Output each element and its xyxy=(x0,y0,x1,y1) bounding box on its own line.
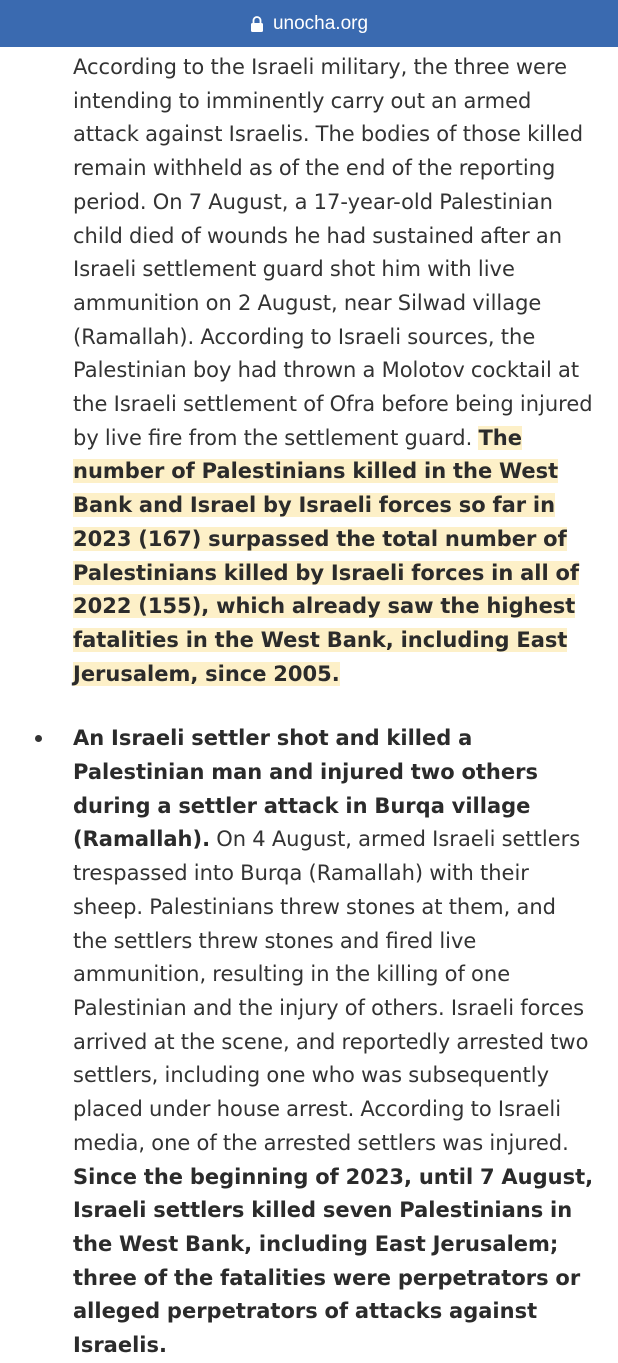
highlighted-statement: The number of Palestinians killed in the West Bank and Israel by Israeli forces so far in 2023 (167) surpassed the total number of Palestinians killed by Israeli forces in all of 2022 (155), which already saw the highest fatalities in the West Bank, including East Jerusalem, since 2005. xyxy=(73,425,580,686)
url-text: unocha.org xyxy=(272,12,369,34)
paragraph-text: According to the Israeli military, the three were intending to imminently carry out an armed attack against Israelis. The bodies of those killed remain withheld as of the end of the reporting period. On 7 August, a 17-year-old Palestinian child died of wounds he had sustained after an Israeli settlement guard shot him with live ammunition on 2 August, near Silwad village (Ramallah). According to Israeli sources, the Palestinian boy had thrown a Molotov cocktail at the Israeli settlement of Ofra before being injured by live fire from the settlement guard. xyxy=(73,55,593,450)
bullet-tail: Since the beginning of 2023, until 7 August, Israeli settlers killed seven Palestinians in the West Bank, including East Jerusalem; three of the fatalities were perpetrators or alleged perpetrators of attacks against Israelis. xyxy=(73,1164,594,1358)
bullet-lead: An Israeli settler shot and killed a Palestinian man and injured two others during a settler attack in Burqa village (Ramallah). xyxy=(73,726,538,852)
article-paragraph xyxy=(0,51,618,691)
lock-icon xyxy=(250,15,264,33)
browser-address-bar[interactable] xyxy=(0,0,618,47)
bullet-icon xyxy=(35,735,42,742)
article-content xyxy=(0,51,618,1363)
bullet-body: On 4 August, armed Israeli settlers trespassed into Burqa (Ramallah) with their sheep. Palestinians threw stones at them, and the settlers threw stones and fired live ammunition, resulting in the killing of one Palestinian and the injury of others. Israeli forces arrived at the scene, and reportedly arrested two settlers, including one who was subsequently placed under house arrest. According to Israeli media, one of the arrested settlers was injured. xyxy=(73,827,589,1155)
bullet-list-item xyxy=(0,722,618,1362)
